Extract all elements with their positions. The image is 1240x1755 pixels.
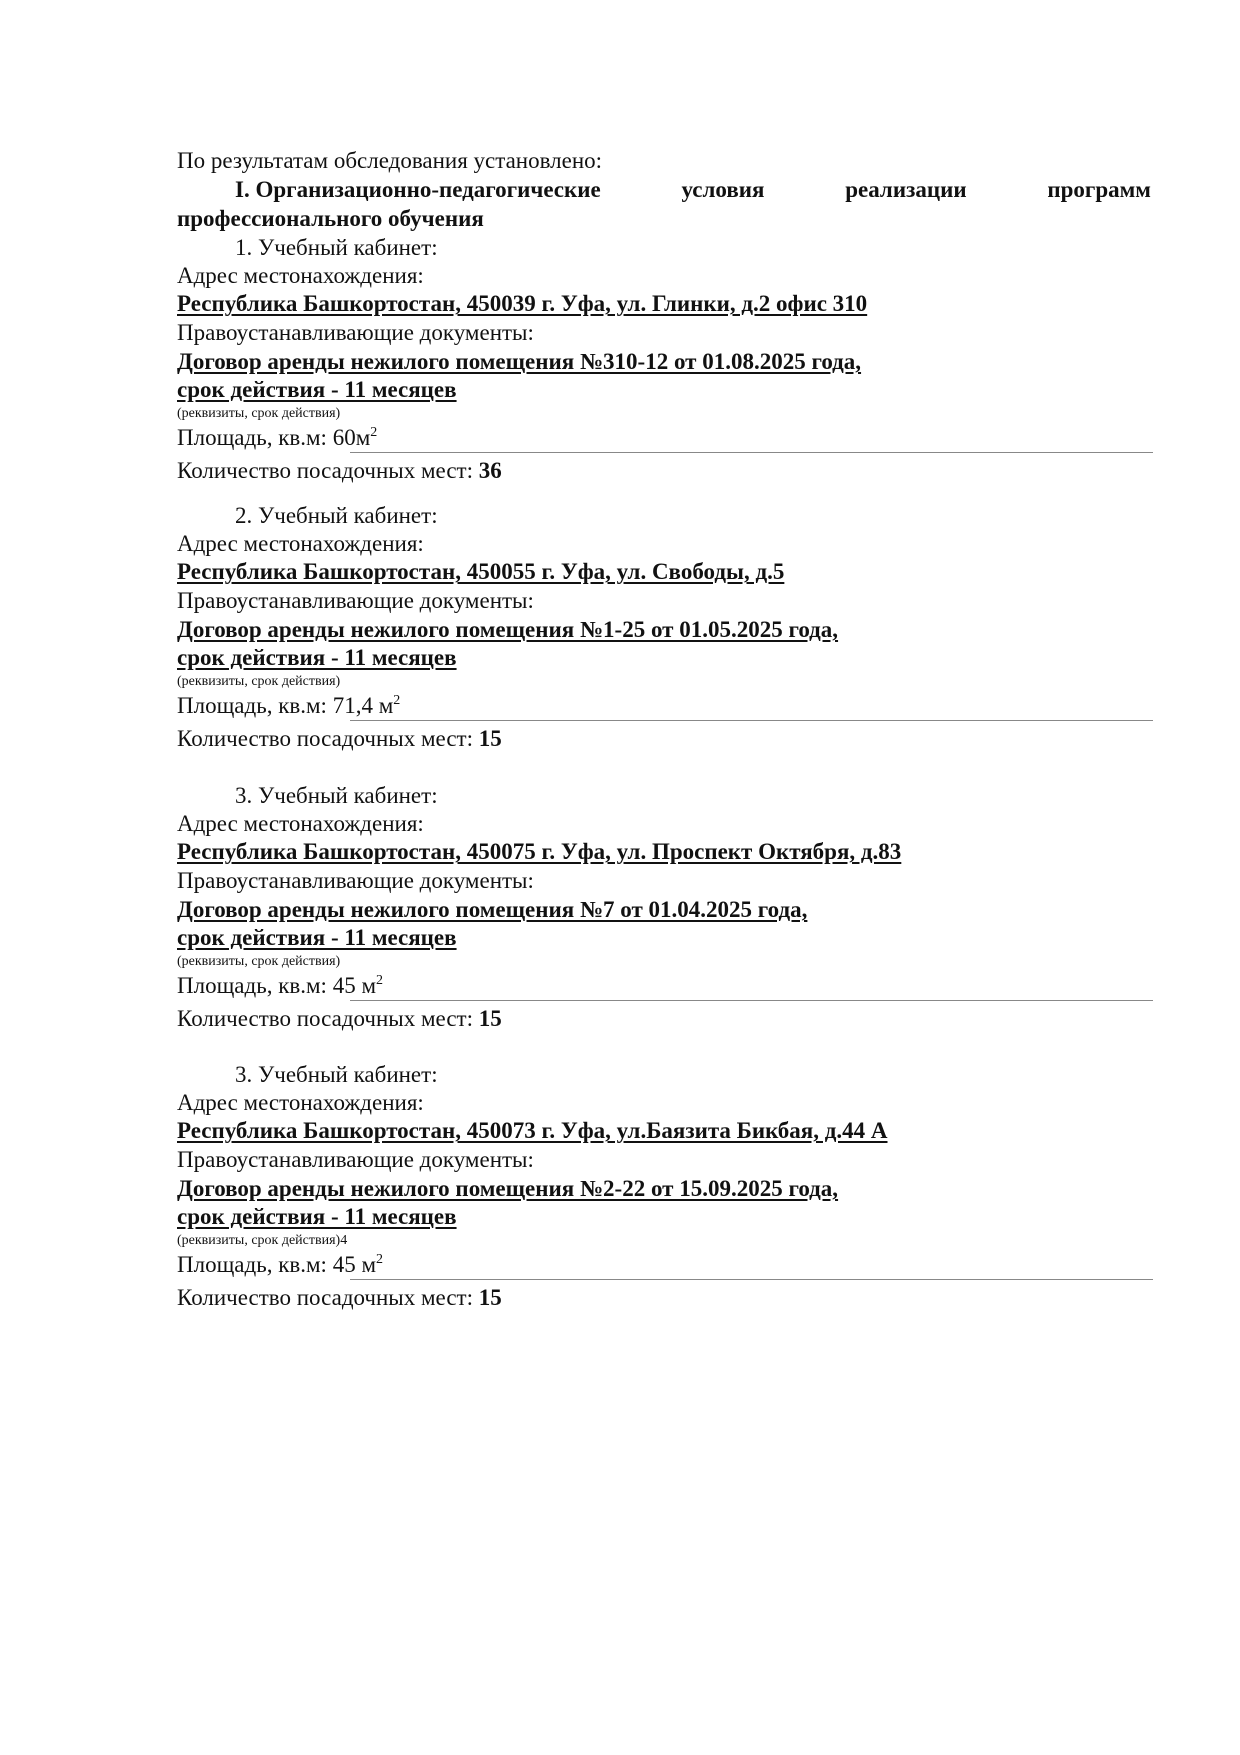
- seats-value: 15: [478, 726, 502, 751]
- area-value: 71,4 м: [332, 693, 394, 718]
- seats-value: 15: [478, 1006, 502, 1031]
- heading-word: программ: [1047, 177, 1151, 202]
- area-underline: [350, 1000, 1153, 1001]
- area-superscript: 2: [376, 1252, 383, 1267]
- address-value: Республика Башкортостан, 450075 г. Уфа, ул. Проспект Октября, д.83: [177, 839, 902, 864]
- doc-note: (реквизиты, срок действия): [177, 674, 341, 689]
- address-label: Адрес местонахождения:: [177, 1090, 424, 1115]
- docs-label: Правоустанавливающие документы:: [177, 868, 534, 893]
- area-superscript: 2: [376, 973, 383, 988]
- room-title: 3. Учебный кабинет:: [235, 1062, 438, 1087]
- heading-word: реализации: [845, 177, 967, 202]
- area-underline: [350, 452, 1153, 453]
- address-value: Республика Башкортостан, 450039 г. Уфа, ул. Глинки, д.2 офис 310: [177, 291, 868, 316]
- area-value: 45 м: [332, 973, 376, 998]
- heading-word: I. Организационно-педагогические: [235, 177, 601, 202]
- area-value: 60м: [332, 425, 371, 450]
- room-title: 1. Учебный кабинет:: [235, 235, 438, 260]
- heading-word: условия: [681, 177, 765, 202]
- address-label: Адрес местонахождения:: [177, 811, 424, 836]
- seats-label: Количество посадочных мест:: [177, 1006, 473, 1031]
- doc-line: срок действия - 11 месяцев: [177, 925, 457, 950]
- area-value: 45 м: [332, 1252, 376, 1277]
- seats-row: [177, 1005, 502, 1033]
- area-label: Площадь, кв.м:: [177, 693, 327, 718]
- doc-line: срок действия - 11 месяцев: [177, 645, 457, 670]
- seats-value: 36: [478, 458, 502, 483]
- seats-value: 15: [478, 1285, 502, 1310]
- area-row: [177, 424, 377, 452]
- doc-line: срок действия - 11 месяцев: [177, 1204, 457, 1229]
- area-row: [177, 692, 400, 720]
- seats-row: [177, 725, 502, 753]
- address-value: Республика Башкортостан, 450055 г. Уфа, ул. Свободы, д.5: [177, 559, 785, 584]
- area-label: Площадь, кв.м:: [177, 425, 327, 450]
- section-heading-line2: профессионального обучения: [177, 206, 484, 231]
- seats-row: [177, 1284, 502, 1312]
- room-title: 3. Учебный кабинет:: [235, 783, 438, 808]
- seats-label: Количество посадочных мест:: [177, 1285, 473, 1310]
- docs-label: Правоустанавливающие документы:: [177, 320, 534, 345]
- room-title: 2. Учебный кабинет:: [235, 503, 438, 528]
- doc-line: Договор аренды нежилого помещения №1-25 от 01.05.2025 года,: [177, 617, 839, 642]
- docs-label: Правоустанавливающие документы:: [177, 588, 534, 613]
- docs-label: Правоустанавливающие документы:: [177, 1147, 534, 1172]
- area-label: Площадь, кв.м:: [177, 1252, 327, 1277]
- address-label: Адрес местонахождения:: [177, 531, 424, 556]
- doc-note: (реквизиты, срок действия): [177, 954, 341, 969]
- doc-note: (реквизиты, срок действия)4: [177, 1233, 348, 1248]
- area-superscript: 2: [370, 425, 378, 440]
- area-underline: [350, 720, 1153, 721]
- intro-text: По результатам обследования установлено:: [177, 148, 603, 173]
- doc-line: срок действия - 11 месяцев: [177, 377, 457, 402]
- area-row: [177, 1251, 383, 1279]
- doc-line: Договор аренды нежилого помещения №2-22 от 15.09.2025 года,: [177, 1176, 839, 1201]
- seats-label: Количество посадочных мест:: [177, 458, 473, 483]
- seats-label: Количество посадочных мест:: [177, 726, 473, 751]
- doc-line: Договор аренды нежилого помещения №310-12 от 01.08.2025 года,: [177, 349, 862, 374]
- section-heading: [235, 176, 1151, 204]
- doc-note: (реквизиты, срок действия): [177, 406, 341, 421]
- area-label: Площадь, кв.м:: [177, 973, 327, 998]
- seats-row: [177, 457, 502, 485]
- doc-line: Договор аренды нежилого помещения №7 от 01.04.2025 года,: [177, 897, 808, 922]
- address-value: Республика Башкортостан, 450073 г. Уфа, ул.Баязита Бикбая, д.44 А: [177, 1118, 888, 1143]
- area-underline: [350, 1279, 1153, 1280]
- address-label: Адрес местонахождения:: [177, 263, 424, 288]
- area-row: [177, 972, 383, 1000]
- area-superscript: 2: [393, 693, 401, 708]
